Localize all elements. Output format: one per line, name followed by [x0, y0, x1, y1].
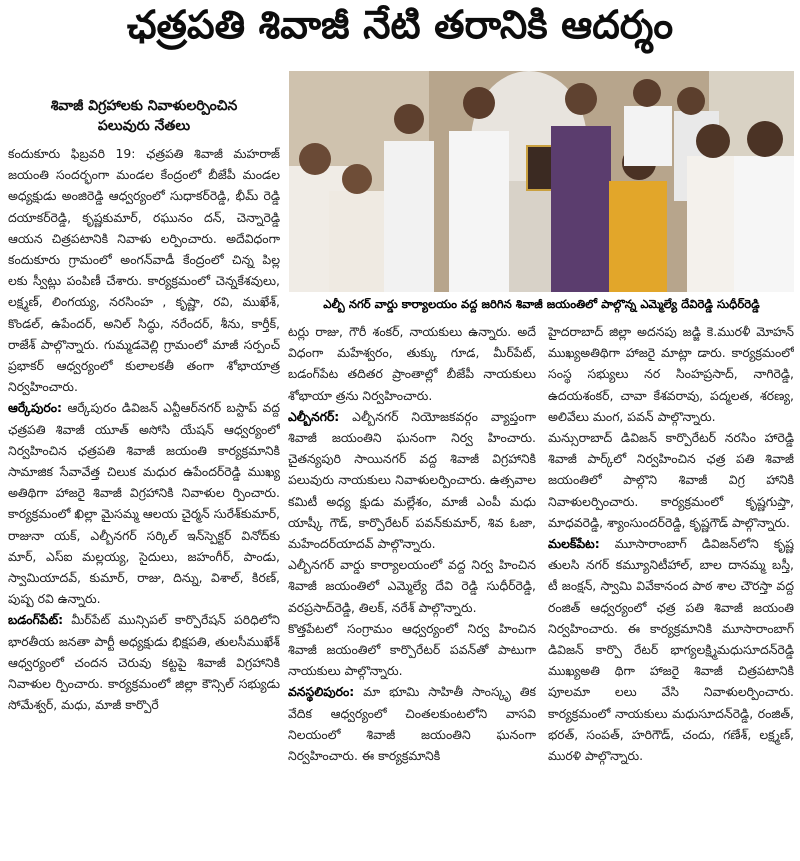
paragraph-badangpet — [8, 609, 280, 715]
paragraph-badangpet-cont: టర్లు రాజు, గౌరీ శంకర్, నాయకులు ఉన్నారు. అదే విధంగా మహేశ్వరం, తుక్కు గూడ, మీర్‌పేట్, బడంగ్‌పేట తదితర ప్రాంతాల్లో బీజేపీ నాయకులు శోభాయా త్రను నిర్వహించారు. — [288, 324, 536, 403]
paragraph-vanasthalipuram-text: మా భూమి సాహితీ సాంస్కృ తిక వేదిక ఆధ్వర్యంలో చింతలకుంటలోని వాసవి నిలయంలో శివాజీ జయంతిని ఘనంగా నిర్వహించారు. ఈ కార్యక్రమానికి — [288, 684, 536, 764]
news-photo — [289, 71, 794, 292]
article-column-3 — [548, 321, 794, 859]
paragraph-mansoorabad: మన్సురాబాద్ డివిజన్ కార్పొరేటర్ నరసిం హారెడ్డి శివాజీ పార్క్‌లో నిర్వహించిన ఛత్ర పతి శివాజీ జయంతిలో పాల్గొని శివాజీ విగ్ర హానికి నివాళులర్పించారు. కార్యక్రమంలో కృష్ణగుప్తా, మాధవరెడ్డి, శ్యాంసుందర్‌రెడ్డి, కృష్ణగౌడ్ పాల్గొన్నారు. — [548, 430, 794, 530]
paragraph-vanasthalipuram-cont: హైదరాబాద్ జిల్లా అదనపు జడ్జి కె.మురళీ మోహన్ ముఖ్యఅతిథిగా హాజరై మాట్లా డారు. కార్యక్రమంలో సంస్థ సభ్యులు నర సింహప్రసాద్, నాగిరెడ్డి, ఉదయశంకర్, చావా కేశవరావు, పద్మలత, శరణ్య, అలివేలు మంగ, పవన్ పాల్గొన్నారు. — [548, 324, 794, 424]
dateline-badangpet: బడంగ్‌పేట్: — [8, 612, 64, 628]
subheadline-line-2: పలువురు నేతలు — [97, 118, 191, 134]
dateline-rkpuram: ఆర్కేపురం: — [8, 400, 63, 416]
paragraph-lbnagar-text: ఎల్బీనగర్ నియోజకవర్గం వ్యాప్తంగా శివాజీ జయంతిని ఘనంగా నిర్వ హించారు. చైతన్యపురి సాయినగర్ వద్ద శివాజీ విగ్రహానికి పలువురు నాయకులు నివాళులర్పించారు. ఉత్సవాల కమిటీ అధ్య క్షుడు మల్లేశం, మాజీ ఎంపీ మధు యాష్కీ గౌడ్, కార్పొరేటర్ పవన్‌కుమార్, శివ ఓజా, మహేందర్‌యాదవ్ పాల్గొన్నారు. — [288, 408, 536, 552]
subheadline — [10, 96, 278, 136]
dateline-lbnagar: ఎల్బీనగర్: — [288, 408, 340, 424]
paragraph-malakpet — [548, 533, 794, 766]
paragraph-lbnagar — [288, 406, 536, 554]
paragraph-malakpet-text: మూసారాంబాగ్ డివిజన్‌లోని కృష్ణ తులసి నగర్ కమ్యూనిటీహాల్, బాల దానమ్మ బస్తీ, టీ జంక్షన్, స్వామి వివేకానంద పాఠ శాల చౌరస్తా వద్ద రంజిత్ ఆధ్వర్యంలో ఛత్ర పతి శివాజీ జయంతి నిర్వహించారు. ఈ కార్యక్రమానికి మూసారాంబాగ్ డివిజన్ కార్పొ రేటర్ భాగ్యలక్ష్మిమధుసూదన్‌రెడ్డి ముఖ్యఅతి థిగా హాజరై శివాజీ చిత్రపటానికి పూలమా లలు వేసి నివాళులర్పించారు. కార్యక్రమంలో నాయకులు మధుసూదన్‌రెడ్డి, రంజిత్, భరత్, సంపత్, హరిగౌడ్, చందు, గణేశ్, లక్ష్మణ్, మురళి పాల్గొన్నారు. — [548, 536, 794, 764]
article-column-1 — [8, 143, 280, 859]
paragraph-kandukur: కందుకూరు ఫిబ్రవరి 19: ఛత్రపతి శివాజీ మహరాజ్ జయంతి సందర్భంగా మండల కేంద్రంలో బీజేపీ మండల అధ్యక్షుడు అంజిరెడ్డి ఆధ్వర్యంలో సుధాకర్‌రెడ్డి, భీమ్ రెడ్డి దయాకర్‌రెడ్డి, కృష్ణకుమార్, రఘునం దన్, చెన్నారెడ్డి ఆయన చిత్రపటానికి నివాళు లర్పించారు. అదేవిధంగా కందుకూరు గ్రామంలో అంగన్‌వాడీ కేంద్రంలో చిన్న పిల్ల లకు స్వీట్లు పంపిణీ చేశారు. కార్యక్రమంలో చెన్నకేశవులు, లక్ష్మణ్, లింగయ్య, నరసింహ , కృష్ణా, రవి, ముఖేశ్, కొండల్, ఉపేందర్, అనిల్ సిద్ధు, నరేందర్, శీను, కార్తీక్, రాజేశ్ పాల్గొన్నారు. గుమ్మడవెల్లి గ్రామంలో మాజీ సర్పంచ్ ప్రభాకర్ ఆధ్వర్యంలో కులాలకతీ తంగా శోభాయాత్ర నిర్వహించారు. — [8, 146, 280, 395]
news-photo-illustration — [289, 71, 794, 292]
paragraph-kothapet: కొత్తపేటలో సంగ్రామం ఆధ్వర్యంలో నిర్వ హించిన శివాజీ జయంతిలో కార్పొరేటర్ పవన్‌తో పాటుగా నాయకులు పాల్గొన్నారు. — [288, 620, 536, 679]
subheadline-line-1: శివాజీ విగ్రహాలకు నివాళులర్పించిన — [50, 98, 238, 114]
paragraph-rkpuram-text: ఆర్కేపురం డివిజన్ ఎన్టీఆర్‌నగర్ బస్టాప్ వద్ద ఛత్రపతి శివాజీ యూత్ అసోసి యేషన్ ఆధ్వర్యంలో నిర్వహించిన ఛత్రపతి శివాజీ జయంతి కార్యక్రమానికి సామాజిక సేవావేత్త చిలుక మధుర ఉపేందర్‌రెడ్డి ముఖ్య అతిథిగా హాజరై శివాజీ విగ్రహానికి నివాళుల ర్పించారు. కార్యక్రమంలో ఖిల్లా మైసమ్మ ఆలయ చైర్మన్ సురేశ్‌కుమార్, రాజునా యక్, ఎల్బీనగర్ సర్కిల్ ఇన్‌స్పెక్టర్ వినోద్‌కు మార్, ఎస్ఐ మల్లయ్య, సైదులు, జహంగీర్, పాండు, స్వామియాదవ్, కుమార్, రాజు, దిన్ను, విశాల్, కిరణ్, పుష్ప రవి ఉన్నారు. — [8, 400, 280, 607]
dateline-vanasthalipuram: వనస్థలిపురం: — [288, 684, 355, 700]
paragraph-vanasthalipuram — [288, 681, 536, 766]
dateline-malakpet: మలక్‌పేట: — [548, 536, 600, 552]
paragraph-rkpuram — [8, 397, 280, 609]
photo-caption: ఎల్బీ నగర్ వార్డు కార్యాలయం వద్ద జరిగిన శివాజీ జయంతిలో పాల్గొన్న ఎమ్మెల్యే దేవిరెడ్డి సుధీర్‌రెడ్డి — [323, 297, 760, 311]
paragraph-lbnagar-ward: ఎల్బీనగర్ వార్డు కార్యాలయంలో వద్ద నిర్వ హించిన శివాజీ జయంతిలో ఎమ్మెల్యే దేవి రెడ్డి సుధీర్‌రెడ్డి, వరప్రసాద్‌రెడ్డి, తిలక్, నరేశ్ పాల్గొన్నారు. — [288, 557, 536, 615]
paragraph-badangpet-text: మీర్‌పేట్ మున్సిపల్ కార్పొరేషన్ పరిధిలోని భారతీయ జనతా పార్టీ అధ్యక్షుడు భిక్షపతి, తులసీముఖేశ్ ఆధ్వర్యంలో చందన చెరువు కట్టపై శివాజీ విగ్రహానికి నివాళుల ర్పించారు. కార్యక్రమంలో జిల్లా కౌన్సిల్ సభ్యుడు సోమేశ్వర్, మధు, మాజీ కార్పొరే — [8, 612, 280, 713]
headline: ఛత్రపతి శివాజీ నేటి తరానికి ఆదర్శం — [126, 3, 674, 48]
article-column-2 — [288, 321, 536, 859]
